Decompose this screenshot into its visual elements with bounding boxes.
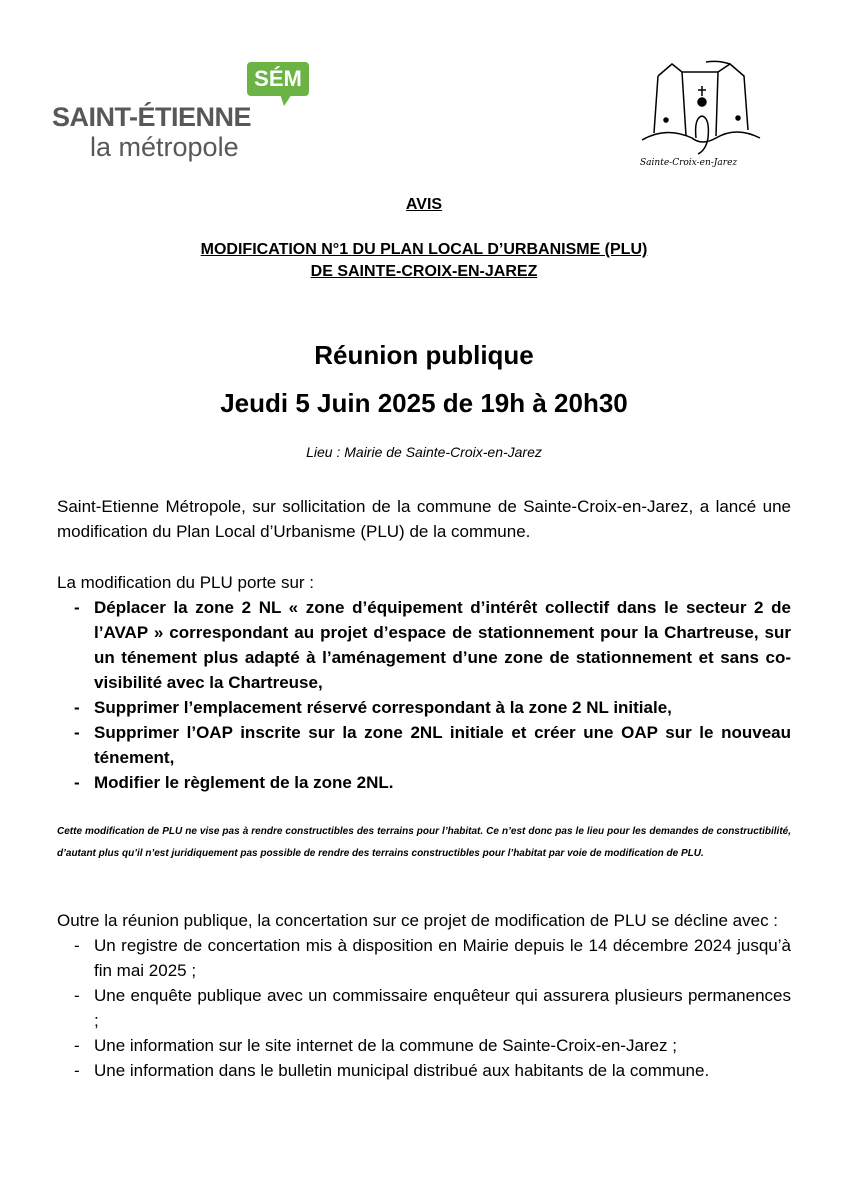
- meeting-place: Lieu : Mairie de Sainte-Croix-en-Jarez: [306, 444, 542, 460]
- item-text: Déplacer la zone 2 NL « zone d’équipement d’intérêt collectif dans le secteur 2 de l’AVAP » correspondant au projet d’espace de stationnement pour la Chartreuse, sur un ténement plus adapté à l’aménagement d’une zone de stationnement et sans co-visibilité avec la Chartreuse,: [94, 598, 791, 692]
- consultation-section: [57, 908, 791, 1083]
- meeting-date: Jeudi 5 Juin 2025 de 19h à 20h30: [220, 388, 628, 418]
- dash: -: [74, 936, 80, 955]
- list-item: [57, 1058, 791, 1083]
- logo-name: SAINT-ÉTIENNE: [52, 102, 252, 132]
- dash: -: [74, 773, 80, 792]
- item-text: Une information dans le bulletin municipal distribué aux habitants de la commune.: [94, 1061, 710, 1080]
- logo-caption: Sainte-Croix-en-Jarez: [640, 158, 738, 168]
- consultation-list: [57, 933, 791, 1083]
- item-text: Modifier le règlement de la zone 2NL.: [94, 773, 394, 792]
- item-text: Supprimer l’OAP inscrite sur la zone 2NL initiale et créer une OAP sur le nouveau ténement,: [94, 723, 791, 767]
- notice-label: AVIS: [405, 196, 443, 213]
- disclaimer-note: Cette modification de PLU ne vise pas à rendre constructibles des terrains pour l’habitat. Ce n’est donc pas le lieu pour les demandes de constructibilité, d’autant plus qu’il n’est juridiquement pas possible de rendre des terrains constructibles pour l’habitat par voie de modification de PLU.: [57, 826, 791, 859]
- dash: -: [74, 698, 80, 717]
- intro-paragraph: Saint-Etienne Métropole, sur sollicitation de la commune de Sainte-Croix-en-Jarez, a lancé une modification du Plan Local d’Urbanisme (PLU) de la commune.: [57, 497, 791, 541]
- scope-section: [57, 570, 791, 795]
- dash: -: [74, 986, 80, 1005]
- sainte-croix-en-jarez-logo: [636, 58, 766, 174]
- consultation-lead: Outre la réunion publique, la concertation sur ce projet de modification de PLU se décline avec :: [57, 911, 779, 930]
- title-line-1: MODIFICATION N°1 DU PLAN LOCAL D’URBANISME (PLU): [200, 241, 648, 258]
- list-item: [57, 983, 791, 1033]
- item-text: Supprimer l’emplacement réservé correspondant à la zone 2 NL initiale,: [94, 698, 672, 717]
- list-item: [57, 770, 791, 795]
- saint-etienne-metropole-logo: [52, 62, 312, 172]
- item-text: Un registre de concertation mis à disposition en Mairie depuis le 14 décembre 2024 jusqu’à fin mai 2025 ;: [94, 936, 791, 980]
- item-text: Une information sur le site internet de la commune de Sainte-Croix-en-Jarez ;: [94, 1036, 677, 1055]
- list-item: [57, 595, 791, 695]
- list-item: [57, 695, 791, 720]
- scope-lead: La modification du PLU porte sur :: [57, 573, 315, 592]
- item-text: Une enquête publique avec un commissaire enquêteur qui assurera plusieurs permanences ;: [94, 986, 791, 1030]
- list-item: [57, 720, 791, 770]
- dash: -: [74, 1061, 80, 1080]
- list-item: [57, 1033, 791, 1058]
- dash: -: [74, 598, 80, 617]
- list-item: [57, 933, 791, 983]
- dash: -: [74, 723, 80, 742]
- meeting-heading: Réunion publique: [314, 340, 534, 370]
- speech-tail-icon: [280, 94, 292, 106]
- sem-badge: SÉM: [247, 62, 309, 96]
- scope-list: [57, 595, 791, 795]
- dash: -: [74, 1036, 80, 1055]
- logo-subtitle: la métropole: [90, 132, 239, 162]
- title-line-2: DE SAINTE-CROIX-EN-JAREZ: [310, 263, 538, 280]
- chartreuse-building-icon: [636, 58, 766, 158]
